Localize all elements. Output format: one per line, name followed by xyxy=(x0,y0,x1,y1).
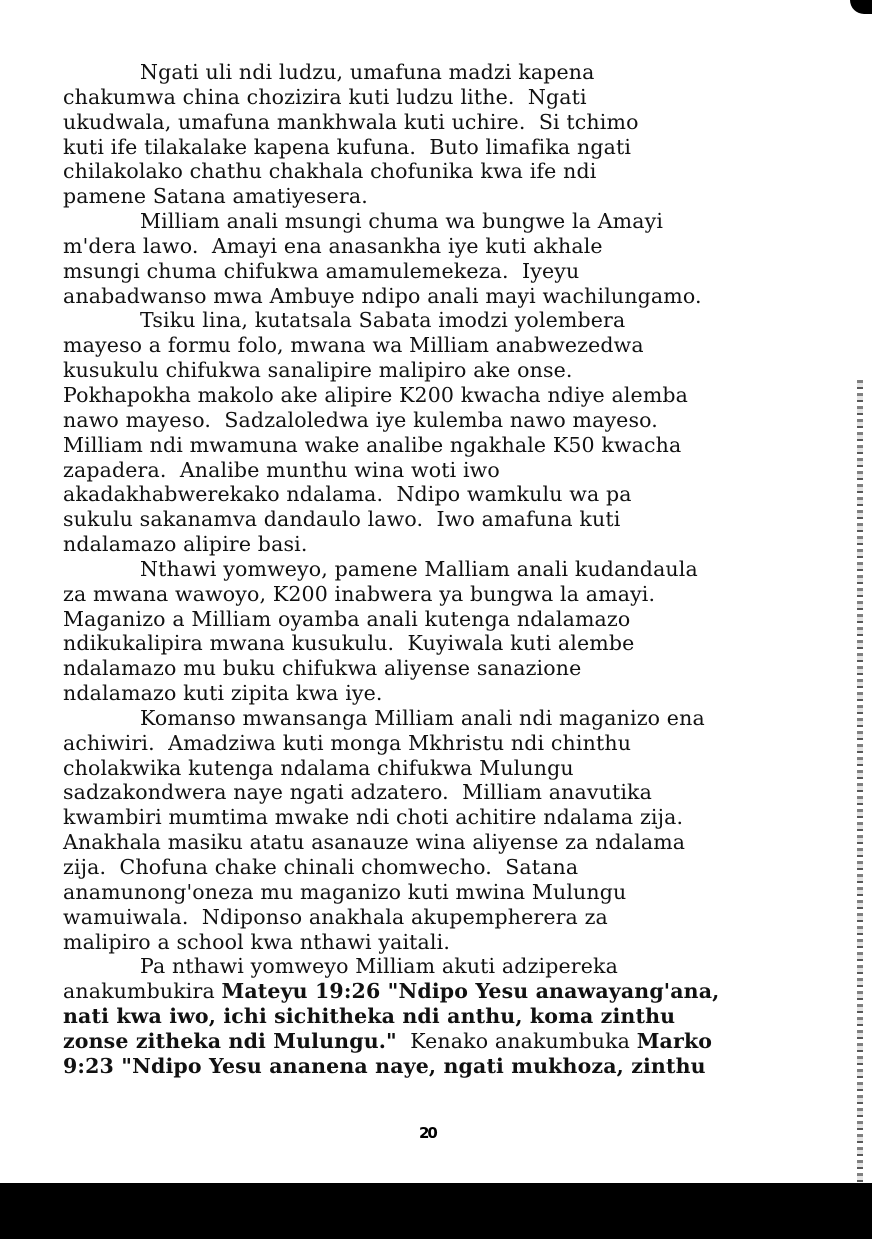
text-line xyxy=(63,333,863,358)
text-line xyxy=(63,308,863,333)
text-line xyxy=(63,631,863,656)
bible-quote-text: Mateyu 19:26 "Ndipo Yesu anawayang'ana, xyxy=(221,979,720,1004)
text-line xyxy=(63,830,863,855)
text-line xyxy=(63,234,863,259)
text-segment: anakumbukira xyxy=(63,979,222,1004)
text-segment: sadzakondwera naye ngati adzatero. Milliam anavutika xyxy=(63,780,652,805)
text-segment: zapadera. Analibe munthu wina woti iwo xyxy=(63,457,500,482)
text-segment: Pokhapokha makolo ake alipire K200 kwacha ndiye alemba xyxy=(63,382,689,407)
text-line xyxy=(63,805,863,830)
text-line xyxy=(63,259,863,284)
text-segment: Milliam ndi mwamuna wake analibe ngakhale K50 kwacha xyxy=(63,432,682,457)
text-segment: Milliam anali msungi chuma wa bungwe la Amayi xyxy=(140,209,664,234)
text-segment: chakumwa china chozizira kuti ludzu lithe. Ngati xyxy=(63,84,587,109)
text-segment: m'dera lawo. Amayi ena anasankha iye kuti akhale xyxy=(63,233,603,258)
bible-quote-text: nati kwa iwo, ichi sichitheka ndi anthu, koma zinthu xyxy=(63,1004,676,1029)
paragraph xyxy=(63,954,863,1078)
text-line xyxy=(63,1029,863,1054)
text-line xyxy=(63,284,863,309)
paragraph xyxy=(63,706,863,954)
paragraph xyxy=(63,308,863,556)
text-segment: Nthawi yomweyo, pamene Malliam anali kudandaula xyxy=(140,556,698,581)
text-segment: nawo mayeso. Sadzaloledwa iye kulemba nawo mayeso. xyxy=(63,407,658,432)
text-segment: za mwana wawoyo, K200 inabwera ya bungwa la amayi. xyxy=(63,581,656,606)
text-segment: kuti ife tilakalake kapena kufuna. Buto limafika ngati xyxy=(63,134,632,159)
text-line xyxy=(63,135,863,160)
paragraph xyxy=(63,209,863,308)
scan-border-bottom xyxy=(0,1183,872,1239)
text-segment: anamunong'oneza mu maganizo kuti mwina Mulungu xyxy=(63,879,627,904)
text-line xyxy=(63,706,863,731)
text-line xyxy=(63,433,863,458)
text-line xyxy=(63,954,863,979)
paragraph xyxy=(63,557,863,706)
text-segment: ndalamazo alipire basi. xyxy=(63,532,308,557)
scan-artifact-edge xyxy=(857,380,863,1183)
text-line xyxy=(63,458,863,483)
text-line xyxy=(63,184,863,209)
text-segment: sukulu sakanamva dandaulo lawo. Iwo amafuna kuti xyxy=(63,507,621,532)
text-line xyxy=(63,582,863,607)
text-line xyxy=(63,880,863,905)
text-line xyxy=(63,482,863,507)
bible-quote-text: zonse zitheka ndi Mulungu." xyxy=(63,1028,397,1053)
text-line xyxy=(63,85,863,110)
scan-artifact-corner xyxy=(850,0,872,14)
text-line xyxy=(63,607,863,632)
text-line xyxy=(63,731,863,756)
text-line xyxy=(63,1054,863,1079)
text-line xyxy=(63,756,863,781)
text-segment: mayeso a formu folo, mwana wa Milliam anabwezedwa xyxy=(63,333,644,358)
text-line xyxy=(63,60,863,85)
text-segment: Komanso mwansanga Milliam anali ndi maganizo ena xyxy=(140,705,705,730)
text-segment: Ngati uli ndi ludzu, umafuna madzi kapena xyxy=(140,60,595,84)
text-line xyxy=(63,557,863,582)
text-line xyxy=(63,930,863,955)
text-segment: achiwiri. Amadziwa kuti monga Mkhristu ndi chinthu xyxy=(63,730,632,755)
text-segment: akadakhabwerekako ndalama. Ndipo wamkulu wa pa xyxy=(63,482,632,507)
text-line xyxy=(63,780,863,805)
text-segment: Pa nthawi yomweyo Milliam akuti adzipereka xyxy=(140,954,618,979)
paragraph xyxy=(63,60,863,209)
text-segment: ndikukalipira mwana kusukulu. Kuyiwala kuti alembe xyxy=(63,631,635,656)
text-line xyxy=(63,656,863,681)
bible-quote-text: Marko xyxy=(636,1028,713,1053)
text-line xyxy=(63,110,863,135)
text-segment: Anakhala masiku atatu asanauze wina aliyense za ndalama xyxy=(63,830,686,855)
text-segment: pamene Satana amatiyesera. xyxy=(63,184,368,209)
text-segment: ukudwala, umafuna mankhwala kuti uchire. Si tchimo xyxy=(63,109,639,134)
text-segment: msungi chuma chifukwa amamulemekeza. Iyeyu xyxy=(63,258,580,283)
text-line xyxy=(63,979,863,1004)
body-text xyxy=(63,60,863,1079)
text-line xyxy=(63,383,863,408)
text-line xyxy=(63,507,863,532)
text-segment: ndalamazo mu buku chifukwa aliyense sanazione xyxy=(63,656,582,681)
text-line xyxy=(63,358,863,383)
bible-quote-text: 9:23 "Ndipo Yesu ananena naye, ngati mukhoza, zinthu xyxy=(63,1053,706,1078)
text-segment: anabadwanso mwa Ambuye ndipo anali mayi wachilungamo. xyxy=(63,283,702,308)
text-segment: chilakolako chathu chakhala chofunika kwa ife ndi xyxy=(63,159,597,184)
text-segment: Kenako anakumbuka xyxy=(396,1028,637,1053)
text-line xyxy=(63,1004,863,1029)
text-segment: zija. Chofuna chake chinali chomwecho. Satana xyxy=(63,855,579,879)
text-segment: kusukulu chifukwa sanalipire malipiro ake onse. xyxy=(63,358,573,383)
text-segment: kwambiri mumtima mwake ndi choti achitire ndalama zija. xyxy=(63,805,684,830)
text-line xyxy=(63,159,863,184)
text-segment: Maganizo a Milliam oyamba anali kutenga ndalamazo xyxy=(63,606,631,631)
text-segment: wamuiwala. Ndiponso anakhala akupempherera za xyxy=(63,904,608,929)
text-segment: malipiro a school kwa nthawi yaitali. xyxy=(63,929,451,954)
text-line xyxy=(63,855,863,880)
page-number: 20 xyxy=(419,1124,436,1142)
text-line xyxy=(63,681,863,706)
text-segment: ndalamazo kuti zipita kwa iye. xyxy=(63,681,383,706)
text-segment: cholakwika kutenga ndalama chifukwa Mulungu xyxy=(63,755,574,780)
text-line xyxy=(63,905,863,930)
text-segment: Tsiku lina, kutatsala Sabata imodzi yolembera xyxy=(140,308,626,333)
text-line xyxy=(63,532,863,557)
text-line xyxy=(63,209,863,234)
text-line xyxy=(63,408,863,433)
